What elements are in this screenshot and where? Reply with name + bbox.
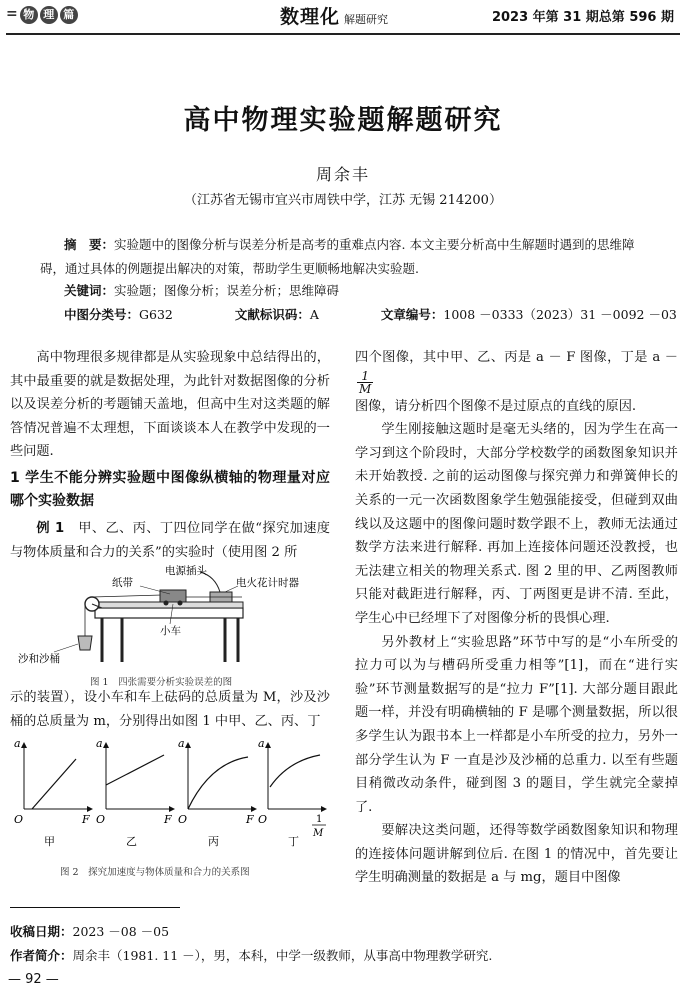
graph-name: 甲 (44, 835, 55, 849)
journal-name: 数理化 (280, 6, 341, 28)
article-author: 周余丰 (315, 165, 370, 184)
issue-info: 2023 年第 31 期总第 596 期 (491, 10, 674, 25)
fraction-1-over-m (357, 370, 373, 395)
intro-paragraph: 高中物理很多规律都是从实验现象中总结得出的，其中最重要的就是数据处理，为此针对数据图像的分析以及误差分析的考题铺天盖地，但高中生对这类题的解答情况普遍不太理想，下面谈谈本人在教学中发现的一些问题. (10, 350, 330, 460)
label-sand-bucket: 沙和沙桶 (18, 653, 60, 666)
author-affiliation: （江苏省无锡市宜兴市周铁中学，江苏 无锡 214200） (184, 193, 502, 208)
body-paragraph: 另外教材上“实验思路”环节中写的是“小车所受的拉力可以为与槽码所受重力相等”[1]，而在“进行实验”环节测量数据写的是“拉力 F”[1]. 大部分题目跟此题一样，并没有明确横轴的 F 是哪个测量数据，所以很多学生认为跟书本上一样都是小车所受的拉力，另外一部分学生认为 F 一直是沙及沙桶的总重力. 以至有些题目稍微改动条件，碰到图 3 的题目，学生就完全蒙掉了. (355, 634, 678, 815)
text-a: 四个图像，其中甲、乙、丙是 a － F 图像，丁是 a － (355, 350, 678, 365)
figure-1-caption: 图 1 四张需要分析实验误差的图 (90, 677, 233, 689)
received-value: 2023 －08 －05 (72, 924, 170, 939)
origin-label: O (96, 813, 106, 827)
label-power-plug: 电源插头 (165, 565, 207, 578)
abstract-text: 实验题中的图像分析与误差分析是高考的重难点内容. 本文主要分析高中生解题时遇到的思维障碍，通过具体的例题提出解决的对策，帮助学生更顺畅地解决实验题. (40, 237, 635, 276)
bio-label: 作者简介： (10, 948, 73, 963)
graph-bing (178, 737, 256, 848)
graph-jia (14, 737, 92, 848)
fraction-numerator: 1 (357, 370, 373, 383)
graph-name: 丁 (288, 835, 299, 849)
body-paragraph: 要解决这类问题，还得等数学函数图象知识和物理的连接体问题讲解到位后. 在图 1 的情况中，首先要让学生明确测量的数据是 a 与 mg，题目中图像 (355, 823, 678, 886)
label-tape: 纸带 (112, 577, 133, 590)
graph-yi (96, 737, 174, 848)
journal-brand (280, 2, 388, 29)
example-continued: 示的装置），设小车和车上砝码的总质量为 M，沙及沙桶的总质量为 m，分别得出如图 1 中甲、乙、丙、丁 (10, 690, 330, 729)
received-date (10, 922, 169, 940)
footnote-rule (10, 907, 180, 908)
axis-a-label: a (178, 737, 185, 751)
example-paragraph (10, 517, 330, 564)
journal-section-badge: = 物 理 篇 (6, 6, 78, 24)
axis-a-label: a (96, 737, 103, 751)
section-char: 理 (40, 6, 58, 24)
figure-1 (10, 564, 330, 689)
graph-name: 乙 (126, 835, 137, 849)
continued-paragraph (355, 346, 678, 418)
page-number: — 92 — (8, 972, 59, 987)
text-b: 图像，请分析四个图像不是过原点的直线的原因. (355, 398, 637, 414)
right-column (355, 346, 678, 890)
inv-m-denominator: M (313, 828, 324, 840)
classification-line (64, 305, 677, 323)
axis-a-label: a (258, 737, 265, 751)
section-char: 物 (20, 6, 38, 24)
keywords-text: 实验题；图像分析；误差分析；思维障碍 (114, 283, 340, 298)
label-cart: 小车 (160, 625, 181, 638)
received-label: 收稿日期： (10, 924, 73, 939)
axis-a-label: a (14, 737, 21, 751)
section-char: 篇 (60, 6, 78, 24)
clc-value: G632 (139, 307, 173, 322)
left-column (10, 346, 330, 883)
author-bio (10, 946, 492, 964)
origin-label: O (178, 813, 188, 827)
label-timer: 电火花计时器 (236, 577, 299, 590)
inv-m-numerator: 1 (316, 814, 323, 826)
origin-label: O (258, 813, 268, 827)
article-no-value: 1008 －0333（2023）31 －0092 －03 (443, 307, 677, 322)
keywords-label: 关键词： (64, 283, 115, 298)
header-rule (6, 33, 680, 35)
article-title: 高中物理实验题解题研究 (183, 105, 503, 136)
abstract (40, 233, 650, 281)
bio-text: 周余丰（1981. 11 －），男，本科，中学一级教师，从事高中物理教学研究. (72, 948, 493, 963)
doc-code-value: A (309, 307, 319, 322)
axis-f-label: F (82, 813, 90, 827)
fraction-denominator: M (359, 381, 372, 396)
example-text: 甲、乙、丙、丁四位同学在做“探究加速度与物体质量和合力的关系”的实验时（使用图 2 所 (10, 520, 330, 560)
four-graphs (10, 733, 330, 857)
graph-name: 丙 (208, 835, 219, 849)
example-label: 例 1 (36, 520, 65, 536)
apparatus-diagram (10, 564, 330, 668)
abstract-label: 摘 要： (64, 237, 115, 252)
section-heading: 1 学生不能分辨实验题中图像纵横轴的物理量对应哪个实验数据 (10, 469, 330, 509)
article-no-label: 文章编号： (380, 307, 444, 322)
clc-label: 中图分类号： (64, 307, 140, 322)
figure-2 (10, 733, 330, 883)
axis-f-label: F (246, 813, 254, 827)
keywords (64, 281, 654, 299)
doc-code-label: 文献标识码： (234, 307, 310, 322)
figure-2-caption: 图 2 探究加速度与物体质量和合力的关系图 (60, 867, 250, 879)
graph-ding (258, 737, 326, 848)
origin-label: O (14, 813, 24, 827)
journal-subtitle: 解题研究 (344, 13, 389, 26)
body-paragraph: 学生刚接触这题时是毫无头绪的，因为学生在高一学习到这个阶段时，大部分学校数学的函数图象知识并未开始教授. 之前的运动图像与探究弹力和弹簧伸长的关系的一元一次函数图象学生勉强能接受，但碰到双曲线以及这题中的图像问题时数学跟不上，教师无法通过数学方法来进行解释. 再加上连接体问题还没教授，也无法建立相关的物理关系式. 图 2 里的甲、乙两图教师只能对截距进行解释，丙、丁两图更是讲不清. 至此，学生心中已经埋下了对图像分析的畏惧心理. (355, 422, 678, 626)
axis-f-label: F (164, 813, 172, 827)
